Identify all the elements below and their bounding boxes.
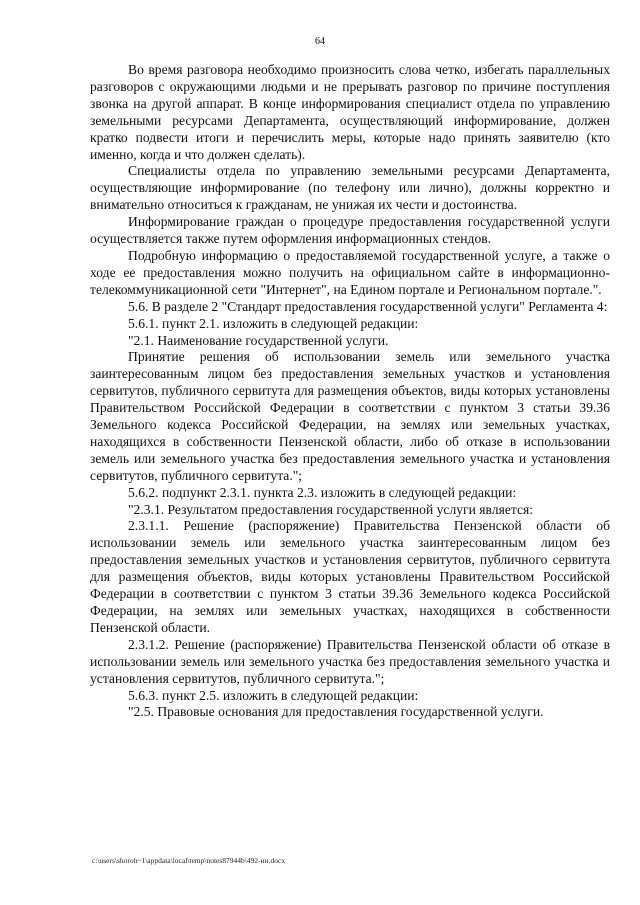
paragraph: Принятие решения об использовании земель или земельного участка заинтересованным лицом без предоставления земельных участков и установления сервитутов, публичного сервитута для размещения объектов, виды которых установлены Правительством Российской Федерации в соответствии с пунктом 3 статьи 39.36 Земельного кодекса Российской Федерации, на землях или земельных участках, находящихся в собственности Пензенской области, либо об отказе в использовании земель или земельного участка без предоставления земельного участка и установления сервитутов, публичного сервитута."; bbox=[90, 349, 610, 483]
document-body bbox=[90, 62, 610, 721]
paragraph: "2.5. Правовые основания для предоставления государственной услуги. bbox=[128, 704, 544, 720]
paragraph: "2.1. Наименование государственной услуги. bbox=[128, 332, 389, 348]
paragraph: Подробную информацию о предоставляемой государственной услуге, а также о ходе ее предоставления можно получить на официальном сайте в информационно-телекоммуникационной сети "Интернет", на Едином портале и Региональном портале.". bbox=[90, 247, 610, 297]
file-path-footer: c:\users\shoroh~1\appdata\local\temp\notes87944b\492-ин.docx bbox=[92, 856, 286, 865]
paragraph: 5.6.3. пункт 2.5. изложить в следующей редакции: bbox=[128, 687, 419, 703]
paragraph: Специалисты отдела по управлению земельными ресурсами Департамента, осуществляющие информирование (по телефону или лично), должны корректно и внимательно относиться к гражданам, не унижая их чести и достоинства. bbox=[90, 163, 610, 213]
page-number: 64 bbox=[315, 36, 325, 47]
paragraph: 2.3.1.2. Решение (распоряжение) Правительства Пензенской области об отказе в использовании земель или земельного участка без предоставления земельного участка и установления сервитутов, публичного сервитута."; bbox=[90, 636, 610, 686]
paragraph: 5.6. В разделе 2 "Стандарт предоставления государственной услуги" Регламента 4: bbox=[128, 298, 608, 314]
paragraph: 5.6.1. пункт 2.1. изложить в следующей редакции: bbox=[128, 315, 419, 331]
paragraph: 5.6.2. подпункт 2.3.1. пункта 2.3. изложить в следующей редакции: bbox=[128, 484, 517, 500]
paragraph: "2.3.1. Результатом предоставления государственной услуги является: bbox=[128, 501, 534, 517]
paragraph: Во время разговора необходимо произносить слова четко, избегать параллельных разговоров с окружающими людьми и не прерывать разговор по причине поступления звонка на другой аппарат. В конце информирования специалист отдела по управлению земельными ресурсами Департамента, осуществляющий информирование, должен кратко подвести итоги и перечислить меры, которые надо принять заявителю (кто именно, когда и что должен сделать). bbox=[90, 62, 610, 162]
paragraph: Информирование граждан о процедуре предоставления государственной услуги осуществляется также путем оформления информационных стендов. bbox=[90, 214, 610, 247]
paragraph: 2.3.1.1. Решение (распоряжение) Правительства Пензенской области об использовании земель или земельного участка заинтересованным лицом без предоставления земельных участков и установления сервитутов, публичного сервитута для размещения объектов, виды которых установлены Правительством Российской Федерации в соответствии с пунктом 3 статьи 39.36 Земельного кодекса Российской Федерации, на землях или земельных участках, находящихся в собственности Пензенской области. bbox=[90, 518, 610, 635]
